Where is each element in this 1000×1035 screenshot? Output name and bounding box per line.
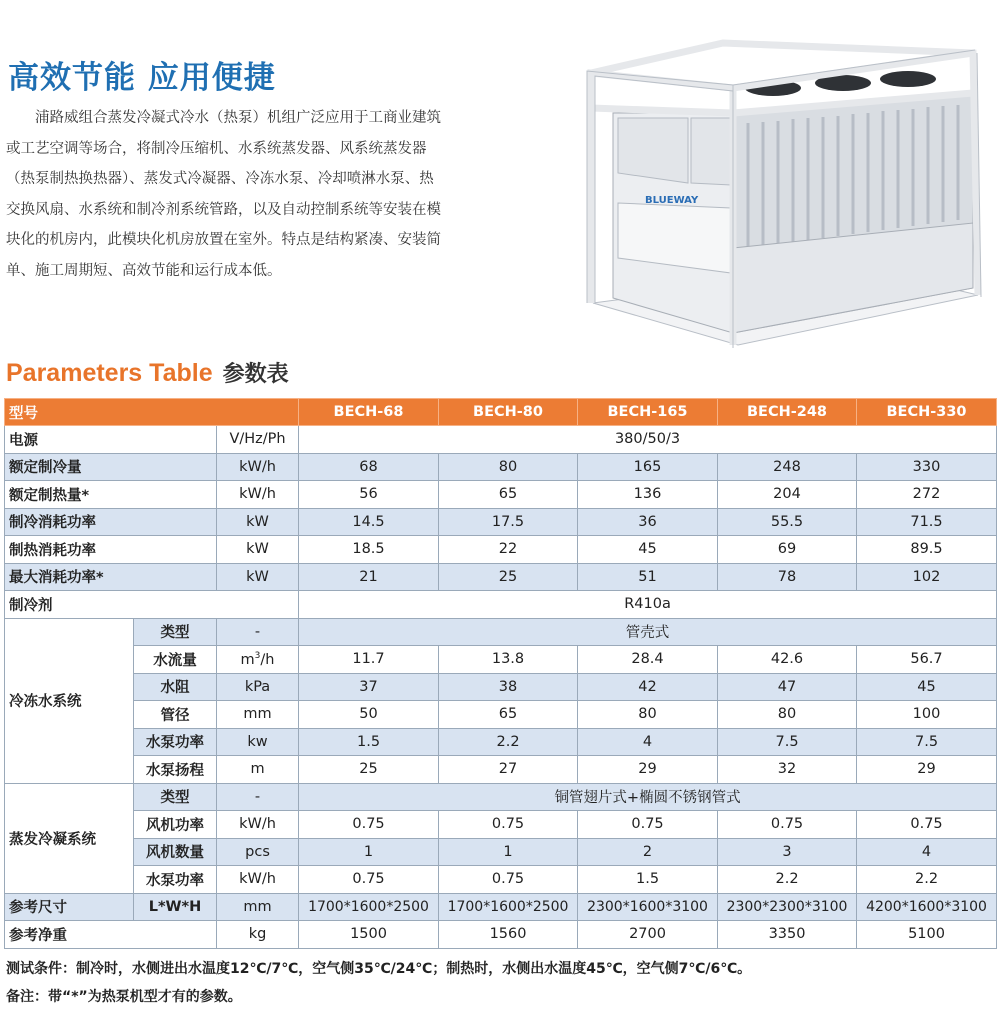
model-name: BECH-68	[299, 399, 439, 426]
cell-value: 1700*1600*2500	[299, 893, 439, 921]
unit-tail: /h	[260, 651, 275, 668]
cell-value: 2.2	[718, 866, 857, 894]
intro-line: 浦路威组合蒸发冷凝式冷水（热泵）机组广泛应用于工商业建筑	[35, 110, 441, 126]
unit-base: m	[240, 651, 255, 668]
row-unit: -	[217, 783, 299, 811]
table-row	[5, 591, 997, 619]
table-row	[5, 921, 997, 949]
table-row	[5, 701, 997, 729]
cell-value: 36	[578, 508, 718, 536]
cell-value: 1.5	[299, 728, 439, 756]
row-unit: kW	[217, 536, 299, 564]
remark-note: 备注：带“*”为热泵机型才有的参数。	[6, 989, 242, 1005]
cell-value: 55.5	[718, 508, 857, 536]
model-name: BECH-165	[578, 399, 718, 426]
cell-value: 330	[857, 453, 997, 481]
cell-value: 7.5	[718, 728, 857, 756]
cell-value: 2.2	[439, 728, 578, 756]
cell-value: 80	[578, 701, 718, 729]
row-value: R410a	[299, 591, 997, 619]
parameters-table	[4, 398, 997, 949]
cell-value: 21	[299, 563, 439, 591]
row-unit: -	[217, 618, 299, 646]
cell-value: 27	[439, 756, 578, 784]
row-label: 最大消耗功率*	[5, 563, 217, 591]
cell-value: 136	[578, 481, 718, 509]
brand-logo: BLUEWAY	[645, 195, 699, 206]
row-unit: kW	[217, 563, 299, 591]
table-header-row	[5, 399, 997, 426]
sub-label: 类型	[134, 783, 217, 811]
cell-value: 11.7	[299, 646, 439, 674]
row-label: 制冷剂	[5, 591, 299, 619]
cell-value: 78	[718, 563, 857, 591]
footnotes	[6, 955, 751, 1011]
cell-value: 68	[299, 453, 439, 481]
cell-value: 4	[578, 728, 718, 756]
row-label: 参考净重	[5, 921, 217, 949]
table-row	[5, 838, 997, 866]
cell-value: 25	[299, 756, 439, 784]
table-row	[5, 866, 997, 894]
cell-value: 17.5	[439, 508, 578, 536]
table-row	[5, 508, 997, 536]
header-label: 型号	[5, 399, 299, 426]
table-row	[5, 728, 997, 756]
cell-value: 29	[857, 756, 997, 784]
intro-line: 单、施工周期短、高效节能和运行成本低。	[6, 262, 282, 279]
cell-value: 102	[857, 563, 997, 591]
cell-value: 1500	[299, 921, 439, 949]
cell-value: 56	[299, 481, 439, 509]
cell-value: 3	[718, 838, 857, 866]
table-row	[5, 893, 997, 921]
cell-value: 45	[578, 536, 718, 564]
row-unit: kW	[217, 508, 299, 536]
cell-value: 272	[857, 481, 997, 509]
table-row	[5, 756, 997, 784]
cell-value: 22	[439, 536, 578, 564]
row-unit: pcs	[217, 838, 299, 866]
cell-value: 100	[857, 701, 997, 729]
cell-value: 2300*1600*3100	[578, 893, 718, 921]
table-title-en: Parameters Table	[6, 359, 213, 387]
model-name: BECH-330	[857, 399, 997, 426]
row-value: 管壳式	[299, 618, 997, 646]
row-label: 参考尺寸	[5, 893, 134, 921]
cell-value: 0.75	[857, 811, 997, 839]
group-label: 冷冻水系统	[5, 618, 134, 783]
row-unit: kW/h	[217, 811, 299, 839]
row-label: 电源	[5, 426, 217, 454]
row-label: 制热消耗功率	[5, 536, 217, 564]
cell-value: 0.75	[439, 811, 578, 839]
row-label: 制冷消耗功率	[5, 508, 217, 536]
cell-value: 89.5	[857, 536, 997, 564]
row-unit: mm	[217, 701, 299, 729]
sub-label: L*W*H	[134, 893, 217, 921]
cell-value: 28.4	[578, 646, 718, 674]
cell-value: 1.5	[578, 866, 718, 894]
cell-value: 1560	[439, 921, 578, 949]
model-name: BECH-80	[439, 399, 578, 426]
cell-value: 4200*1600*3100	[857, 893, 997, 921]
cell-value: 165	[578, 453, 718, 481]
cell-value: 2300*2300*3100	[718, 893, 857, 921]
parameters-table-title	[6, 357, 289, 388]
cell-value: 2	[578, 838, 718, 866]
cell-value: 2.2	[857, 866, 997, 894]
cell-value: 18.5	[299, 536, 439, 564]
model-name: BECH-248	[718, 399, 857, 426]
cell-value: 204	[718, 481, 857, 509]
sub-label: 风机功率	[134, 811, 217, 839]
row-label: 额定制热量*	[5, 481, 217, 509]
row-unit: kW/h	[217, 866, 299, 894]
cell-value: 13.8	[439, 646, 578, 674]
cell-value: 5100	[857, 921, 997, 949]
table-row	[5, 646, 997, 674]
table-row	[5, 426, 997, 454]
cell-value: 47	[718, 673, 857, 701]
cell-value: 29	[578, 756, 718, 784]
cell-value: 248	[718, 453, 857, 481]
table-row	[5, 481, 997, 509]
cell-value: 25	[439, 563, 578, 591]
cell-value: 1700*1600*2500	[439, 893, 578, 921]
table-row	[5, 453, 997, 481]
cell-value: 4	[857, 838, 997, 866]
cell-value: 32	[718, 756, 857, 784]
intro-line: 交换风扇、水系统和制冷剂系统管路，以及自动控制系统等安装在模	[6, 201, 441, 218]
cell-value: 0.75	[439, 866, 578, 894]
cell-value: 1	[439, 838, 578, 866]
cell-value: 3350	[718, 921, 857, 949]
row-unit: mm	[217, 893, 299, 921]
cell-value: 38	[439, 673, 578, 701]
cell-value: 0.75	[299, 811, 439, 839]
cell-value: 65	[439, 481, 578, 509]
sub-label: 风机数量	[134, 838, 217, 866]
cell-value: 80	[439, 453, 578, 481]
cell-value: 1	[299, 838, 439, 866]
test-conditions-note: 测试条件：制冷时，水侧进出水温度12℃/7℃，空气侧35℃/24℃；制热时，水侧出水温度45℃，空气侧7℃/6℃。	[6, 961, 752, 977]
cell-value: 71.5	[857, 508, 997, 536]
row-label: 额定制冷量	[5, 453, 217, 481]
row-unit	[217, 646, 299, 674]
cell-value: 69	[718, 536, 857, 564]
cell-value: 51	[578, 563, 718, 591]
row-unit: V/Hz/Ph	[217, 426, 299, 454]
row-unit: m	[217, 756, 299, 784]
sub-label: 水泵功率	[134, 728, 217, 756]
sub-label: 水流量	[134, 646, 217, 674]
sub-label: 水阻	[134, 673, 217, 701]
row-unit: kPa	[217, 673, 299, 701]
page-headline: 高效节能 应用便捷	[8, 60, 276, 96]
sub-label: 管径	[134, 701, 217, 729]
sub-label: 水泵扬程	[134, 756, 217, 784]
unit-sup: 3	[254, 650, 261, 661]
row-unit: kw	[217, 728, 299, 756]
cell-value: 0.75	[718, 811, 857, 839]
chiller-unit-illustration	[583, 33, 983, 363]
row-value: 铜管翅片式+椭圆不锈钢管式	[299, 783, 997, 811]
table-title-cn: 参数表	[222, 362, 289, 387]
cell-value: 7.5	[857, 728, 997, 756]
table-row	[5, 673, 997, 701]
table-row	[5, 563, 997, 591]
sub-label: 类型	[134, 618, 217, 646]
table-row	[5, 811, 997, 839]
cell-value: 0.75	[299, 866, 439, 894]
group-label: 蒸发冷凝系统	[5, 783, 134, 893]
row-value: 380/50/3	[299, 426, 997, 454]
table-row	[5, 618, 997, 646]
table-row	[5, 783, 997, 811]
cell-value: 2700	[578, 921, 718, 949]
cell-value: 42.6	[718, 646, 857, 674]
cell-value: 65	[439, 701, 578, 729]
cell-value: 14.5	[299, 508, 439, 536]
cell-value: 56.7	[857, 646, 997, 674]
cell-value: 42	[578, 673, 718, 701]
row-unit: kW/h	[217, 481, 299, 509]
cell-value: 80	[718, 701, 857, 729]
row-unit: kW/h	[217, 453, 299, 481]
cell-value: 50	[299, 701, 439, 729]
cell-value: 37	[299, 673, 439, 701]
intro-line: 或工艺空调等场合，将制冷压缩机、水系统蒸发器、风系统蒸发器	[6, 140, 427, 157]
row-unit: kg	[217, 921, 299, 949]
cell-value: 45	[857, 673, 997, 701]
sub-label: 水泵功率	[134, 866, 217, 894]
intro-paragraph	[6, 103, 506, 287]
cell-value: 0.75	[578, 811, 718, 839]
intro-line: （热泵制热换热器）、蒸发式冷凝器、冷冻水泵、冷却喷淋水泵、热	[6, 171, 434, 188]
intro-line: 块化的机房内，此模块化机房放置在室外。特点是结构紧凑、安装简	[6, 232, 441, 249]
table-row	[5, 536, 997, 564]
